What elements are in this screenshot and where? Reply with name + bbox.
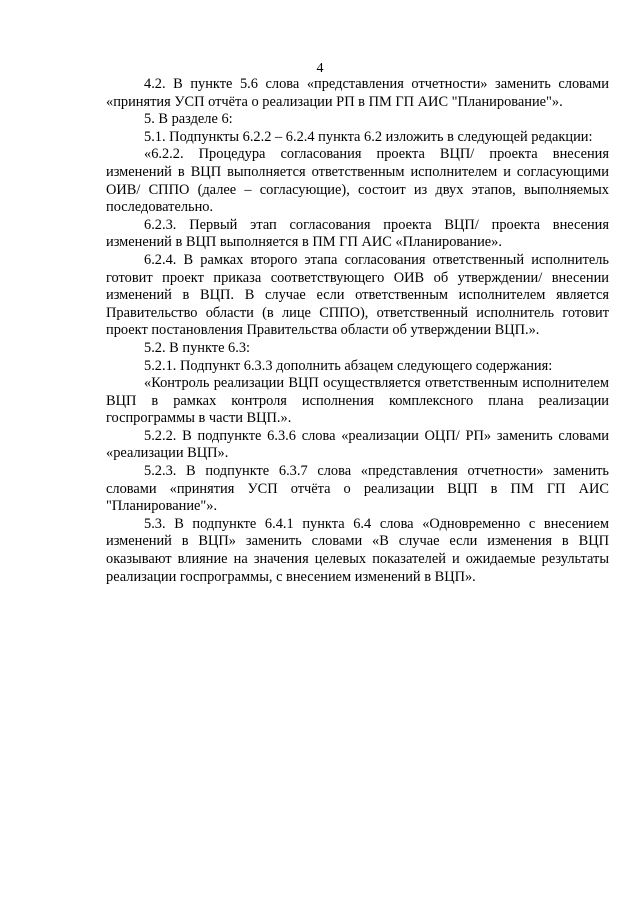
document-body [106, 76, 609, 586]
paragraph-6-2-4: 6.2.4. В рамках второго этапа согласования ответственный исполнитель готовит проект приказа соответствующего ОИВ об утверждении/ внесении изменений в ВЦП. В случае если ответственным исполнителем является Правительство области (в лице СППО), ответственный исполнитель готовит проект постановления Правительства области об утверждении ВЦП.». [106, 251, 609, 339]
paragraph-4-2: 4.2. В пункте 5.6 слова «представления отчетности» заменить словами «принятия УСП отчёта о реализации РП в ПМ ГП АИС "Планирование"». [106, 76, 609, 110]
page-number: 4 [316, 61, 324, 76]
paragraph-5: 5. В разделе 6: [144, 111, 233, 128]
paragraph-5-2-2: 5.2.2. В подпункте 6.3.6 слова «реализации ОЦП/ РП» заменить словами «реализации ВЦП». [106, 427, 609, 462]
paragraph-5-3: 5.3. В подпункте 6.4.1 пункта 6.4 слова «Одновременно с внесением изменений в ВЦП» заменить словами «В случае если изменения в ВЦП оказывают влияние на значения целевых показателей и ожидаемые результаты реализации госпрограммы, с внесением изменений в ВЦП». [106, 515, 609, 585]
paragraph-5-2-1: 5.2.1. Подпункт 6.3.3 дополнить абзацем следующего содержания: [144, 357, 553, 374]
paragraph-5-2-3: 5.2.3. В подпункте 6.3.7 слова «представления отчетности» заменить словами «принятия УСП отчёта о реализации ВЦП в ПМ ГП АИС "Планирование"». [106, 463, 609, 515]
paragraph-5-2: 5.2. В пункте 6.3: [144, 339, 251, 356]
paragraph-5-1: 5.1. Подпункты 6.2.2 – 6.2.4 пункта 6.2 изложить в следующей редакции: [144, 128, 593, 145]
paragraph-control-text: «Контроль реализации ВЦП осуществляется ответственным исполнителем ВЦП в рамках контроля исполнения комплексного плана реализации госпрограммы в части ВЦП.». [106, 375, 609, 427]
paragraph-6-2-2: «6.2.2. Процедура согласования проекта ВЦП/ проекта внесения изменений в ВЦП выполняется ответственным исполнителем и согласующими ОИВ/ СППО (далее – согласующие), состоит из двух этапов, выполняемых последовательно. [106, 146, 609, 216]
paragraph-6-2-3: 6.2.3. Первый этап согласования проекта ВЦП/ проекта внесения изменений в ВЦП выполняется в ПМ ГП АИС «Планирование». [106, 216, 609, 251]
